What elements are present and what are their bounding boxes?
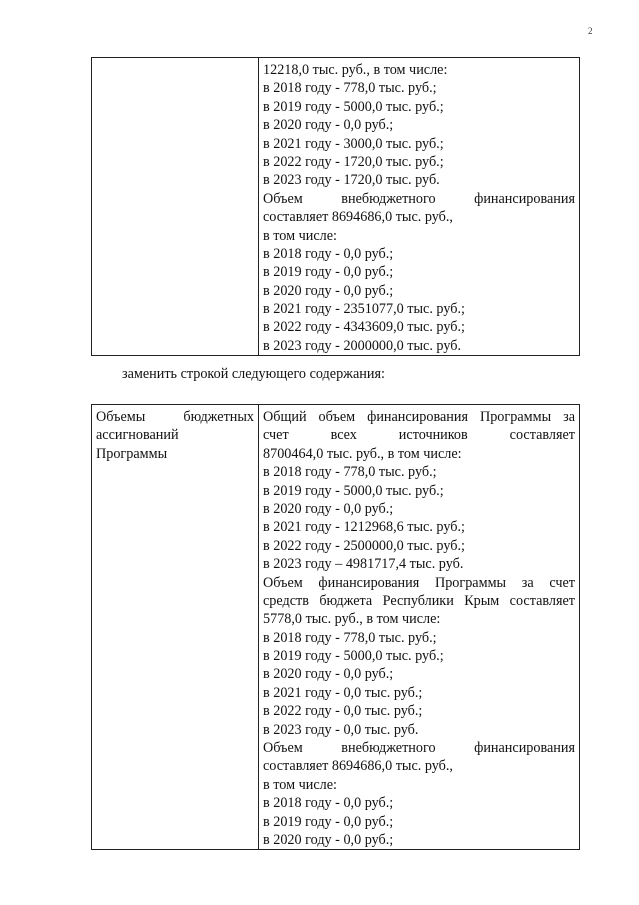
text-line: в 2022 году - 4343609,0 тыс. руб.; bbox=[263, 319, 465, 336]
text-line: счет всех источников составляет bbox=[263, 427, 575, 444]
text-line: в 2019 году - 5000,0 тыс. руб.; bbox=[263, 648, 444, 665]
text-line: Общий объем финансирования Программы за bbox=[263, 409, 575, 425]
text-line: 12218,0 тыс. руб., в том числе: bbox=[263, 62, 448, 78]
table-cell-label bbox=[92, 405, 259, 850]
text-line: в 2018 году - 778,0 тыс. руб.; bbox=[263, 464, 437, 481]
table-cell-content bbox=[259, 58, 580, 356]
funding-table-continued bbox=[91, 57, 580, 356]
text-line: в 2020 году - 0,0 руб.; bbox=[263, 117, 394, 134]
text-line: в 2021 году - 3000,0 тыс. руб.; bbox=[263, 135, 444, 152]
text-line: в 2018 году - 778,0 тыс. руб.; bbox=[263, 629, 437, 646]
text-line: в 2021 году - 0,0 тыс. руб.; bbox=[263, 684, 423, 701]
text-line: в 2019 году - 0,0 руб.; bbox=[263, 813, 394, 830]
text-line: в том числе: bbox=[263, 227, 337, 244]
text-line: в 2019 году - 0,0 руб.; bbox=[263, 264, 394, 281]
text-line: в 2019 году - 5000,0 тыс. руб.; bbox=[263, 482, 444, 499]
text-line: в 2020 году - 0,0 руб.; bbox=[263, 500, 394, 517]
text-line: Объем внебюджетного финансирования bbox=[263, 740, 575, 757]
text-line: составляет 8694686,0 тыс. руб., bbox=[263, 758, 453, 775]
label-line: Объемы бюджетных bbox=[96, 409, 254, 425]
table-cell-content bbox=[259, 405, 580, 850]
text-line: составляет 8694686,0 тыс. руб., bbox=[263, 209, 453, 226]
funding-table-new bbox=[91, 404, 580, 850]
text-line: в 2022 году - 0,0 тыс. руб.; bbox=[263, 703, 423, 720]
text-line: в 2023 году - 0,0 тыс. руб. bbox=[263, 721, 419, 738]
page-number: 2 bbox=[588, 26, 593, 36]
text-line: в 2022 году - 2500000,0 тыс. руб.; bbox=[263, 537, 465, 554]
text-line: 5778,0 тыс. руб., в том числе: bbox=[263, 611, 441, 628]
label-line: ассигнований bbox=[96, 427, 179, 444]
table-row bbox=[92, 58, 580, 356]
text-line: в 2021 году - 1212968,6 тыс. руб.; bbox=[263, 519, 465, 536]
text-line: средств бюджета Республики Крым составляет bbox=[263, 592, 575, 609]
table-row bbox=[92, 405, 580, 850]
text-line: в 2018 году - 778,0 тыс. руб.; bbox=[263, 80, 437, 97]
text-line: в том числе: bbox=[263, 776, 337, 793]
label-line: Программы bbox=[96, 445, 168, 462]
text-line: в 2019 году - 5000,0 тыс. руб.; bbox=[263, 98, 444, 115]
text-line: в 2020 году - 0,0 руб.; bbox=[263, 831, 394, 848]
text-line: 8700464,0 тыс. руб., в том числе: bbox=[263, 445, 462, 462]
text-line: в 2023 году – 4981717,4 тыс. руб. bbox=[263, 556, 464, 573]
text-line: Объем внебюджетного финансирования bbox=[263, 190, 575, 207]
text-line: в 2020 году - 0,0 руб.; bbox=[263, 282, 394, 299]
text-line: в 2022 году - 1720,0 тыс. руб.; bbox=[263, 153, 444, 170]
text-line: в 2023 году - 2000000,0 тыс. руб. bbox=[263, 337, 461, 354]
text-line: в 2023 году - 1720,0 тыс. руб. bbox=[263, 172, 440, 189]
text-line: в 2020 году - 0,0 руб.; bbox=[263, 666, 394, 683]
replace-instruction: заменить строкой следующего содержания: bbox=[122, 366, 385, 382]
text-line: в 2021 году - 2351077,0 тыс. руб.; bbox=[263, 301, 465, 318]
text-line: в 2018 году - 0,0 руб.; bbox=[263, 245, 394, 262]
text-line: в 2018 году - 0,0 руб.; bbox=[263, 795, 394, 812]
table-cell-label bbox=[92, 58, 259, 356]
text-line: Объем финансирования Программы за счет bbox=[263, 574, 575, 591]
